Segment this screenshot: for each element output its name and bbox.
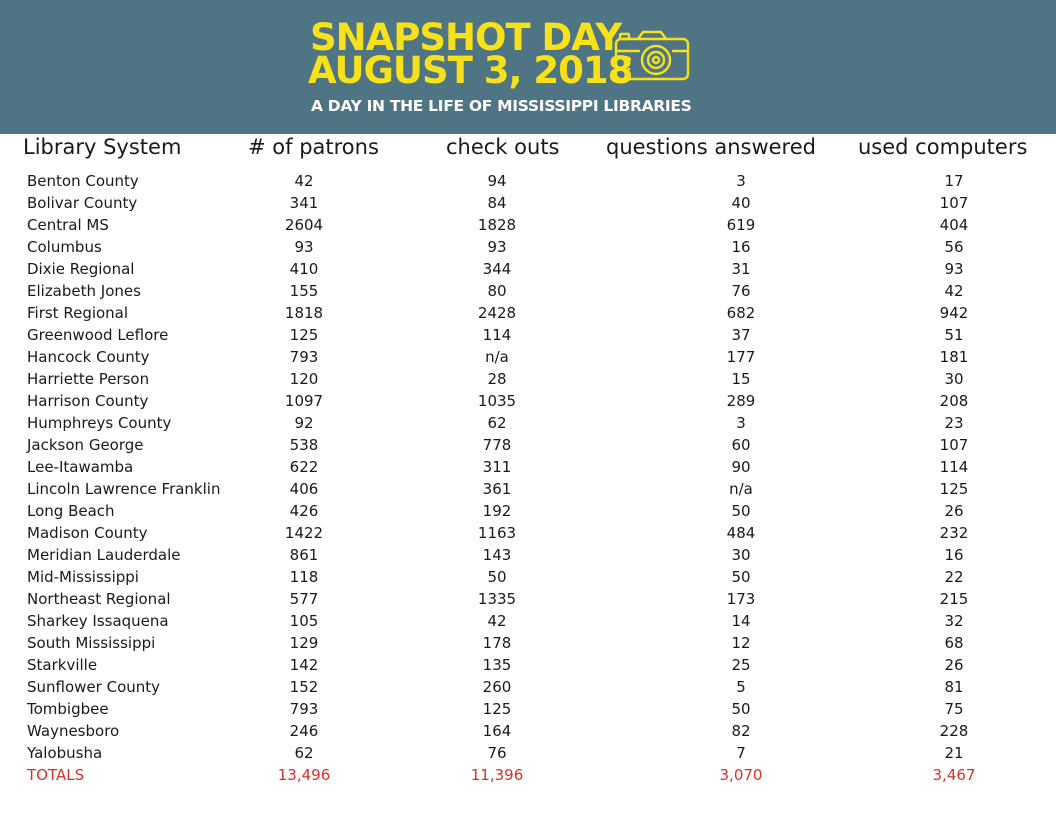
patrons-cell: 341 xyxy=(289,194,319,212)
table-row xyxy=(0,522,1056,544)
table-row xyxy=(0,412,1056,434)
computers-cell: 942 xyxy=(939,304,969,322)
computers-cell: 22 xyxy=(944,568,964,586)
computers-cell: 23 xyxy=(944,414,964,432)
questions-cell: 3 xyxy=(736,172,746,190)
patrons-cell: 410 xyxy=(289,260,319,278)
computers-cell: 16 xyxy=(944,546,964,564)
computers-cell: 42 xyxy=(944,282,964,300)
questions-cell: 289 xyxy=(726,392,756,410)
questions-cell: 50 xyxy=(731,502,751,520)
checkouts-cell: 164 xyxy=(482,722,512,740)
library-name-cell: Benton County xyxy=(27,172,139,190)
table-row xyxy=(0,434,1056,456)
patrons-cell: 1422 xyxy=(284,524,324,542)
computers-cell: 81 xyxy=(944,678,964,696)
table-row xyxy=(0,544,1056,566)
table-row xyxy=(0,566,1056,588)
checkouts-cell: 344 xyxy=(482,260,512,278)
library-name-cell: South Mississippi xyxy=(27,634,156,652)
library-name-cell: Meridian Lauderdale xyxy=(27,546,181,564)
computers-cell: 114 xyxy=(939,458,969,476)
header-questions-answered: questions answered xyxy=(606,135,816,159)
computers-cell: 56 xyxy=(944,238,964,256)
computers-cell: 93 xyxy=(944,260,964,278)
computers-cell: 68 xyxy=(944,634,964,652)
library-name-cell: Hancock County xyxy=(27,348,150,366)
checkouts-cell: 178 xyxy=(482,634,512,652)
patrons-cell: 152 xyxy=(289,678,319,696)
computers-cell: 107 xyxy=(939,194,969,212)
library-name-cell: Harrison County xyxy=(27,392,149,410)
patrons-cell: 120 xyxy=(289,370,319,388)
computers-cell: 32 xyxy=(944,612,964,630)
patrons-cell: 118 xyxy=(289,568,319,586)
library-name-cell: Starkville xyxy=(27,656,98,674)
patrons-cell: 155 xyxy=(289,282,319,300)
computers-cell: 75 xyxy=(944,700,964,718)
computers-cell: 208 xyxy=(939,392,969,410)
questions-cell: 3 xyxy=(736,414,746,432)
library-name-cell: Lee-Itawamba xyxy=(27,458,134,476)
computers-cell: 215 xyxy=(939,590,969,608)
questions-cell: 25 xyxy=(731,656,751,674)
patrons-cell: 129 xyxy=(289,634,319,652)
patrons-cell: 125 xyxy=(289,326,319,344)
table-row xyxy=(0,192,1056,214)
totals-row xyxy=(0,764,1056,786)
questions-cell: 76 xyxy=(731,282,751,300)
patrons-cell: 142 xyxy=(289,656,319,674)
checkouts-cell: 11,396 xyxy=(470,766,524,784)
table-row xyxy=(0,632,1056,654)
table-row xyxy=(0,720,1056,742)
patrons-cell: 538 xyxy=(289,436,319,454)
library-name-cell: Harriette Person xyxy=(27,370,150,388)
questions-cell: 5 xyxy=(736,678,746,696)
checkouts-cell: 1035 xyxy=(477,392,517,410)
library-name-cell: Elizabeth Jones xyxy=(27,282,141,300)
questions-cell: 619 xyxy=(726,216,756,234)
library-name-cell: Yalobusha xyxy=(27,744,103,762)
table-row xyxy=(0,588,1056,610)
checkouts-cell: 125 xyxy=(482,700,512,718)
library-name-cell: Madison County xyxy=(27,524,148,542)
banner-title-line1: SNAPSHOT DAY xyxy=(310,16,622,59)
checkouts-cell: n/a xyxy=(485,348,509,366)
computers-cell: 51 xyxy=(944,326,964,344)
checkouts-cell: 143 xyxy=(482,546,512,564)
header-used-computers: used computers xyxy=(858,135,1028,159)
computers-cell: 17 xyxy=(944,172,964,190)
library-name-cell: TOTALS xyxy=(27,766,85,784)
camera-icon xyxy=(612,29,692,83)
library-name-cell: Sunflower County xyxy=(27,678,161,696)
patrons-cell: 2604 xyxy=(284,216,324,234)
patrons-cell: 13,496 xyxy=(277,766,331,784)
patrons-cell: 1097 xyxy=(284,392,324,410)
table-row xyxy=(0,500,1056,522)
patrons-cell: 1818 xyxy=(284,304,324,322)
library-name-cell: First Regional xyxy=(27,304,129,322)
patrons-cell: 92 xyxy=(294,414,314,432)
computers-cell: 26 xyxy=(944,656,964,674)
questions-cell: 60 xyxy=(731,436,751,454)
computers-cell: 125 xyxy=(939,480,969,498)
library-name-cell: Dixie Regional xyxy=(27,260,135,278)
questions-cell: 90 xyxy=(731,458,751,476)
computers-cell: 181 xyxy=(939,348,969,366)
questions-cell: 40 xyxy=(731,194,751,212)
questions-cell: n/a xyxy=(729,480,753,498)
checkouts-cell: 192 xyxy=(482,502,512,520)
checkouts-cell: 778 xyxy=(482,436,512,454)
questions-cell: 15 xyxy=(731,370,751,388)
checkouts-cell: 2428 xyxy=(477,304,517,322)
checkouts-cell: 1335 xyxy=(477,590,517,608)
header-checkouts: check outs xyxy=(446,135,560,159)
library-name-cell: Humphreys County xyxy=(27,414,172,432)
patrons-cell: 93 xyxy=(294,238,314,256)
table-row xyxy=(0,742,1056,764)
library-name-cell: Mid-Mississippi xyxy=(27,568,139,586)
library-name-cell: Northeast Regional xyxy=(27,590,171,608)
patrons-cell: 861 xyxy=(289,546,319,564)
library-name-cell: Columbus xyxy=(27,238,102,256)
patrons-cell: 62 xyxy=(294,744,314,762)
header-patrons: # of patrons xyxy=(248,135,379,159)
table-row xyxy=(0,170,1056,192)
checkouts-cell: 50 xyxy=(487,568,507,586)
questions-cell: 16 xyxy=(731,238,751,256)
questions-cell: 50 xyxy=(731,568,751,586)
table-row xyxy=(0,456,1056,478)
patrons-cell: 406 xyxy=(289,480,319,498)
header-library-system: Library System xyxy=(23,135,182,159)
questions-cell: 82 xyxy=(731,722,751,740)
computers-cell: 30 xyxy=(944,370,964,388)
library-name-cell: Sharkey Issaquena xyxy=(27,612,169,630)
table-row xyxy=(0,214,1056,236)
checkouts-cell: 361 xyxy=(482,480,512,498)
checkouts-cell: 80 xyxy=(487,282,507,300)
table-row xyxy=(0,236,1056,258)
questions-cell: 484 xyxy=(726,524,756,542)
library-name-cell: Greenwood Leflore xyxy=(27,326,169,344)
banner-tagline: A DAY IN THE LIFE OF MISSISSIPPI LIBRARIES xyxy=(311,97,692,115)
patrons-cell: 426 xyxy=(289,502,319,520)
table-row xyxy=(0,346,1056,368)
banner xyxy=(0,0,1056,134)
library-name-cell: Jackson George xyxy=(27,436,144,454)
table-row xyxy=(0,698,1056,720)
patrons-cell: 105 xyxy=(289,612,319,630)
table-row xyxy=(0,390,1056,412)
checkouts-cell: 93 xyxy=(487,238,507,256)
questions-cell: 14 xyxy=(731,612,751,630)
library-name-cell: Central MS xyxy=(27,216,109,234)
table-row xyxy=(0,654,1056,676)
questions-cell: 37 xyxy=(731,326,751,344)
checkouts-cell: 94 xyxy=(487,172,507,190)
computers-cell: 107 xyxy=(939,436,969,454)
library-name-cell: Long Beach xyxy=(27,502,115,520)
patrons-cell: 577 xyxy=(289,590,319,608)
questions-cell: 682 xyxy=(726,304,756,322)
table-row xyxy=(0,258,1056,280)
patrons-cell: 42 xyxy=(294,172,314,190)
computers-cell: 26 xyxy=(944,502,964,520)
checkouts-cell: 84 xyxy=(487,194,507,212)
computers-cell: 232 xyxy=(939,524,969,542)
checkouts-cell: 1828 xyxy=(477,216,517,234)
library-name-cell: Lincoln Lawrence Franklin xyxy=(27,480,221,498)
computers-cell: 3,467 xyxy=(932,766,976,784)
patrons-cell: 622 xyxy=(289,458,319,476)
questions-cell: 173 xyxy=(726,590,756,608)
table-row xyxy=(0,676,1056,698)
computers-cell: 404 xyxy=(939,216,969,234)
table-row xyxy=(0,324,1056,346)
patrons-cell: 793 xyxy=(289,700,319,718)
computers-cell: 228 xyxy=(939,722,969,740)
questions-cell: 50 xyxy=(731,700,751,718)
library-name-cell: Tombigbee xyxy=(27,700,109,718)
checkouts-cell: 1163 xyxy=(477,524,517,542)
patrons-cell: 246 xyxy=(289,722,319,740)
table-row xyxy=(0,302,1056,324)
library-name-cell: Waynesboro xyxy=(27,722,120,740)
checkouts-cell: 76 xyxy=(487,744,507,762)
questions-cell: 3,070 xyxy=(719,766,763,784)
table-row xyxy=(0,478,1056,500)
data-table xyxy=(0,170,1056,786)
library-name-cell: Bolivar County xyxy=(27,194,138,212)
checkouts-cell: 114 xyxy=(482,326,512,344)
checkouts-cell: 260 xyxy=(482,678,512,696)
checkouts-cell: 62 xyxy=(487,414,507,432)
checkouts-cell: 42 xyxy=(487,612,507,630)
questions-cell: 7 xyxy=(736,744,746,762)
banner-title-line2: AUGUST 3, 2018 xyxy=(308,49,633,92)
table-row xyxy=(0,280,1056,302)
questions-cell: 30 xyxy=(731,546,751,564)
questions-cell: 177 xyxy=(726,348,756,366)
checkouts-cell: 135 xyxy=(482,656,512,674)
checkouts-cell: 311 xyxy=(482,458,512,476)
computers-cell: 21 xyxy=(944,744,964,762)
checkouts-cell: 28 xyxy=(487,370,507,388)
questions-cell: 31 xyxy=(731,260,751,278)
table-row xyxy=(0,368,1056,390)
questions-cell: 12 xyxy=(731,634,751,652)
table-row xyxy=(0,610,1056,632)
patrons-cell: 793 xyxy=(289,348,319,366)
